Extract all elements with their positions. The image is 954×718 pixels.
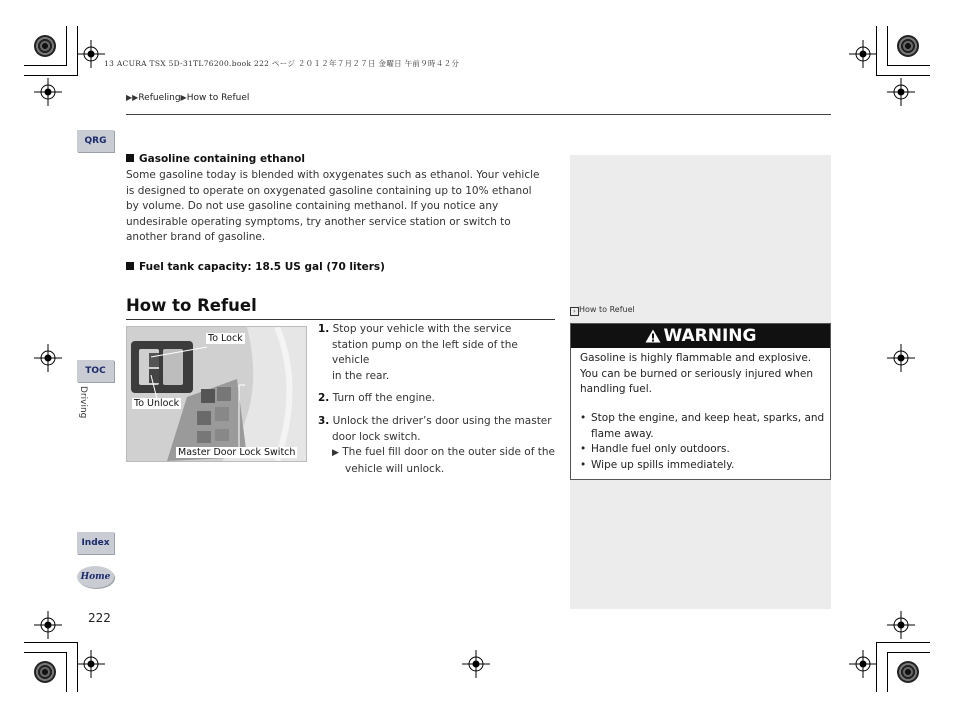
reference-arrow-icon: ›: [570, 307, 579, 316]
warning-box: [570, 323, 831, 480]
qrg-button[interactable]: QRG: [77, 130, 114, 152]
index-button[interactable]: Index: [77, 532, 114, 554]
breadcrumb-current: How to Refuel: [186, 93, 250, 103]
capacity-heading: Fuel tank capacity: 18.5 US gal (70 liters): [126, 261, 385, 273]
list-item: • Wipe up spills immediately.: [580, 458, 825, 474]
warning-bar: [571, 324, 830, 348]
door-lock-switch-figure: [126, 326, 307, 462]
callout-master-switch: Master Door Lock Switch: [178, 447, 296, 458]
callout-to-unlock: To Unlock: [134, 398, 180, 409]
list-item: • Handle fuel only outdoors.: [580, 442, 825, 458]
toc-button[interactable]: TOC: [77, 360, 114, 382]
page-number: 222: [88, 611, 111, 625]
list-item: • Stop the engine, and keep heat, sparks, and flame away.: [580, 411, 825, 442]
header-rule: [126, 114, 831, 115]
step-3: 3. Unlock the driver’s door using the master door lock switch. ▶ The fuel fill door on the outer side of the vehicle will unlock.: [318, 414, 555, 475]
breadcrumb: [126, 93, 249, 103]
step-1: 1. Stop your vehicle with the service station pump on the left side of the vehicle in the rear.: [318, 323, 518, 382]
result-arrow-icon: ▶: [332, 448, 339, 459]
step-2: 2. Turn off the engine.: [318, 392, 435, 405]
door-panel-illustration: [127, 327, 306, 461]
refuel-steps: [318, 322, 558, 484]
sidebar-reference: › How to Refuel: [570, 305, 635, 316]
section-title-rule: [126, 319, 555, 320]
gasoline-heading: Gasoline containing ethanol: [126, 153, 305, 165]
section-title: How to Refuel: [126, 296, 257, 315]
breadcrumb-arrow-icon: ▶: [180, 93, 187, 102]
square-bullet-icon: [126, 154, 134, 162]
warning-triangle-icon: [645, 329, 661, 343]
callout-to-lock: To Lock: [208, 333, 243, 344]
warning-list: [580, 411, 825, 473]
warning-text: Gasoline is highly flammable and explosive. You can be burned or seriously injured when handling fuel.: [580, 352, 813, 396]
warning-label: WARNING: [663, 326, 757, 346]
breadcrumb-arrow-icon: ▶▶: [126, 93, 139, 102]
gasoline-body: Some gasoline today is blended with oxygenates such as ethanol. Your vehicle is designed to operate on oxygenated gasoline containing up to 10% ethanol by volume. Do not use gasoline containing methanol. If you notice any undesirable operating symptoms, try another service station or switch to another brand of gasoline.: [126, 169, 540, 244]
breadcrumb-link-refueling[interactable]: Refueling: [138, 93, 181, 103]
print-header: 13 ACURA TSX 5D-31TL76200.book 222 ページ ２０１２年７月２７日 金曜日 午前９時４２分: [104, 59, 460, 68]
chapter-side-label: Driving: [78, 386, 88, 419]
square-bullet-icon: [126, 262, 134, 270]
home-button[interactable]: Home: [77, 566, 114, 588]
